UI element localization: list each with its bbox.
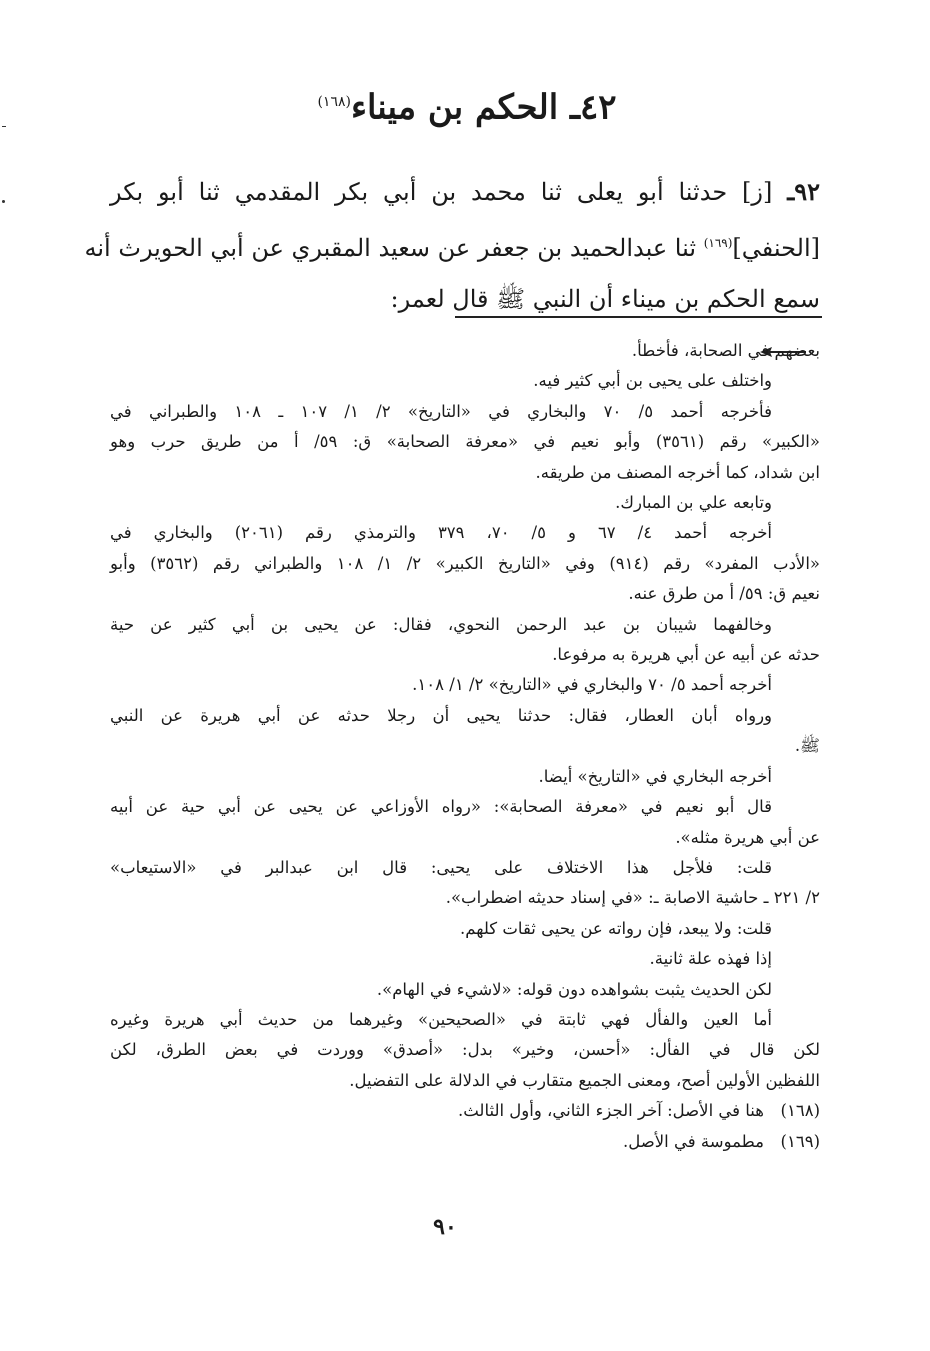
footnote [110,1096,820,1126]
commentary-line: ورواه أبان العطار، فقال: حدثنا يحيى أن رجلا حدثه عن أبي هريرة عن النبي [110,705,772,725]
commentary-line: لكن قال في الفأل: «أحسن، وخير» بدل: «أصدق» ووردت في بعض الطرق، لكن [110,1040,820,1060]
commentary-line: فأخرجه أحمد ٥/ ٧٠ والبخاري في «التاريخ» ٢/ ١/ ١٠٧ ـ ١٠٨ والطبراني في [110,401,772,421]
commentary-line: وخالفهما شيبان بن عبد الرحمن النحوي، فقال: عن يحيى بن أبي كثير عن حية [110,614,772,634]
commentary-notes [110,336,820,1157]
commentary-line: لكن الحديث يثبت بشواهده دون قوله: «لاشيء في الهام». [376,979,772,999]
footnotes [110,1096,820,1157]
hadith-line-1: ٩٢ـ [ز] حدثنا أبو يعلى ثنا محمد بن أبي بكر المقدمي ثنا أبو بكر [110,177,820,206]
commentary-line: نعيم ق: ٥٩/ أ من طرق عنه. [628,584,820,604]
commentary-line: أخرجه أحمد ٤/ ٦٧ و ٥/ ٧٠، ٣٧٩ والترمذي رقم (٢٠٦١) والبخاري في [110,523,772,543]
commentary-line: أخرجه أحمد ٥/ ٧٠ والبخاري في «التاريخ» ٢/ ١/ ١٠٨. [412,675,772,695]
footnote-number: (١٦٩) [780,1131,820,1151]
scan-edge-dot [2,200,5,203]
commentary-lines [110,336,820,1096]
commentary-line: واختلف على يحيى بن أبي كثير فيه. [533,371,772,391]
chapter-title-footnote-ref: (١٦٨) [317,94,351,110]
commentary-line: ابن شداد، كما أخرجه المصنف من طريقه. [535,462,820,482]
footnote [110,1127,820,1157]
commentary-line: قلت: فلأجل هذا الاختلاف على يحيى: قال ابن عبدالبر في «الاستيعاب» [110,857,772,877]
commentary-line: قلت: ولا يبعد، فإن رواته عن يحيى ثقات كلهم. [460,918,772,938]
commentary-line: ﷺ. [794,736,820,756]
commentary-line: أخرجه البخاري في «التاريخ» أيضا. [538,766,772,786]
commentary-line: إذا فهذه علة ثانية. [649,949,772,969]
hadith-bracket-word: [الحنفي] [732,234,820,262]
commentary-line: بعضهم في الصحابة، فأخطأ. [631,341,820,360]
commentary-line: حدثه عن أبيه عن أبي هريرة به مرفوعا. [552,645,820,665]
chapter-title [150,78,784,131]
scan-edge-mark [2,126,6,127]
commentary-line: اللفظين الأولين أصح، ومعنى الجميع متقارب في الدلالة على التفضيل. [349,1070,820,1090]
hadith-line-3: سمع الحكم بن ميناء أن النبي ﷺ قال لعمر: [390,285,820,313]
footnote-number: (١٦٨) [780,1101,820,1121]
commentary-line: «الكبير» رقم (٣٥٦١) وأبو نعيم في «معرفة الصحابة» ق: ٥٩/ أ من طريق حرب وهو [110,432,820,452]
chapter-title-text: ٤٢ـ الحكم بن ميناء [350,87,617,128]
hadith-text [84,166,820,325]
commentary-line: أما العين والفأل فهي ثابتة في «الصحيحين» وغيرهما من حديث أبي هريرة وغيره [110,1009,772,1029]
footnote-text: مطموسة في الأصل. [623,1131,764,1151]
footnote-divider [455,316,822,318]
commentary-line: قال أبو نعيم في «معرفة الصحابة»: «رواه الأوزاعي عن يحيى عن أبي حية عن أبيه [110,797,772,817]
commentary-line: عن أبي هريرة مثله». [675,827,820,847]
page-number: ٩٠ [433,1214,457,1240]
hadith-line-2: [الحنفي]$^{(١٦٩)}$ ثنا عبدالحميد بن جعفر عن سعيد المقبري عن أبي الحويرث أنه [84,234,820,262]
hadith-footnote-ref: (١٦٩) [703,236,733,250]
commentary-line: وتابعه علي بن المبارك. [615,493,772,513]
commentary-line: «الأدب المفرد» رقم (٩١٤) وفي «التاريخ الكبير» ٢/ ١/ ١٠٨ والطبراني رقم (٣٥٦٢) وأبو [110,553,820,573]
commentary-line: ٢/ ٢٢١ ـ حاشية الاصابة ـ: «في إسناد حديثه اضطراب». [445,888,820,908]
footnote-text: هنا في الأصل: آخر الجزء الثاني، وأول الثالث. [457,1101,764,1121]
hadith-number: ٩٢ـ [787,177,820,206]
